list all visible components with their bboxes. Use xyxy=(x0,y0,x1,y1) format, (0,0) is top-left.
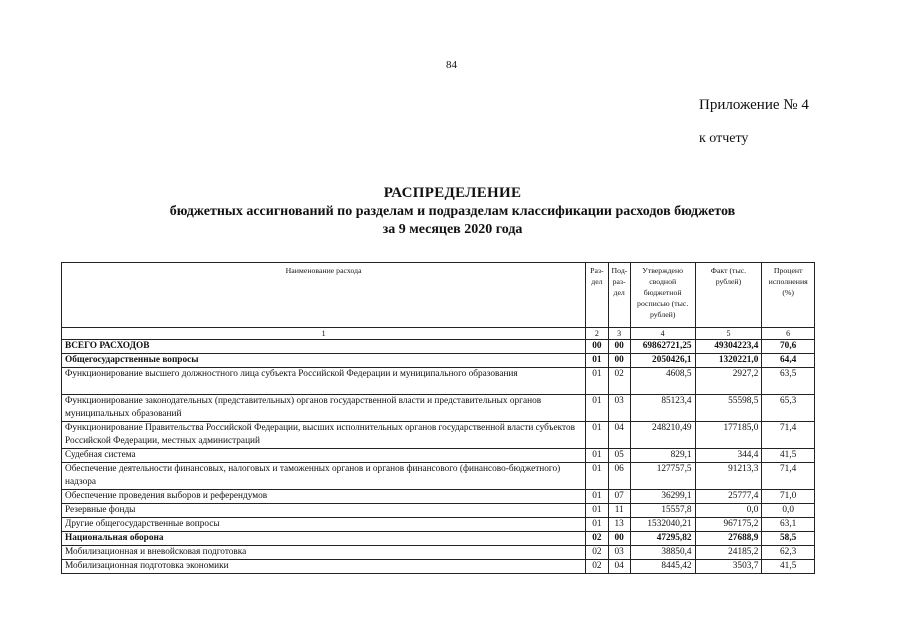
header-section: Раз-дел xyxy=(586,263,608,328)
row-approved: 248210,49 xyxy=(630,422,695,449)
row-percent: 65,3 xyxy=(762,395,815,422)
row-subsection: 06 xyxy=(608,463,630,490)
table-row xyxy=(62,463,815,490)
row-name: Функционирование высшего должностного лица субъекта Российской Федерации и муниципального образования xyxy=(62,368,586,395)
row-section: 02 xyxy=(586,560,608,574)
row-approved: 85123,4 xyxy=(630,395,695,422)
row-subsection: 03 xyxy=(608,395,630,422)
column-number: 3 xyxy=(608,328,630,340)
table-row xyxy=(62,532,815,546)
row-name: Мобилизационная подготовка экономики xyxy=(62,560,586,574)
row-approved: 127757,5 xyxy=(630,463,695,490)
table-row xyxy=(62,422,815,449)
row-section: 01 xyxy=(586,504,608,518)
row-name: Обеспечение деятельности финансовых, налоговых и таможенных органов и органов финансового (финансово-бюджетного) надзора xyxy=(62,463,586,490)
row-section: 01 xyxy=(586,490,608,504)
row-approved: 829,1 xyxy=(630,449,695,463)
row-fact: 91213,3 xyxy=(695,463,762,490)
row-subsection: 04 xyxy=(608,422,630,449)
table-row xyxy=(62,368,815,395)
table-row xyxy=(62,518,815,532)
row-name: ВСЕГО РАСХОДОВ xyxy=(62,340,586,354)
row-percent: 62,3 xyxy=(762,546,815,560)
row-approved: 1532040,21 xyxy=(630,518,695,532)
row-fact: 2927,2 xyxy=(695,368,762,395)
row-section: 00 xyxy=(586,340,608,354)
row-fact: 344,4 xyxy=(695,449,762,463)
row-name: Другие общегосударственные вопросы xyxy=(62,518,586,532)
table-row xyxy=(62,546,815,560)
row-fact: 0,0 xyxy=(695,504,762,518)
row-subsection: 00 xyxy=(608,354,630,368)
row-subsection: 00 xyxy=(608,340,630,354)
row-section: 01 xyxy=(586,422,608,449)
table-row xyxy=(62,395,815,422)
table-header-row xyxy=(62,263,815,328)
row-fact: 55598,5 xyxy=(695,395,762,422)
page-number: 84 xyxy=(446,59,457,71)
appendix-label: Приложение № 4 xyxy=(699,97,809,113)
header-fact: Факт (тыс. рублей) xyxy=(695,263,762,328)
row-subsection: 03 xyxy=(608,546,630,560)
table-row xyxy=(62,340,815,354)
row-percent: 0,0 xyxy=(762,504,815,518)
column-number: 4 xyxy=(630,328,695,340)
row-section: 01 xyxy=(586,463,608,490)
column-numbers-row xyxy=(62,328,815,340)
row-percent: 71,0 xyxy=(762,490,815,504)
row-fact: 24185,2 xyxy=(695,546,762,560)
row-name: Функционирование Правительства Российской Федерации, высших исполнительных органов государственной власти субъектов Российской Федерации, местных администраций xyxy=(62,422,586,449)
row-name: Мобилизационная и вневойсковая подготовка xyxy=(62,546,586,560)
column-number: 2 xyxy=(586,328,608,340)
table-row xyxy=(62,504,815,518)
row-section: 01 xyxy=(586,449,608,463)
header-name: Наименование расхода xyxy=(62,263,586,328)
row-approved: 2050426,1 xyxy=(630,354,695,368)
row-section: 02 xyxy=(586,532,608,546)
row-section: 01 xyxy=(586,395,608,422)
row-percent: 41,5 xyxy=(762,449,815,463)
row-subsection: 11 xyxy=(608,504,630,518)
header-percent: Процент исполнения (%) xyxy=(762,263,815,328)
row-name: Общегосударственные вопросы xyxy=(62,354,586,368)
row-name: Судебная система xyxy=(62,449,586,463)
column-number: 1 xyxy=(62,328,586,340)
row-percent: 58,5 xyxy=(762,532,815,546)
row-percent: 71,4 xyxy=(762,422,815,449)
header-subsection: Под-раз-дел xyxy=(608,263,630,328)
column-number: 6 xyxy=(762,328,815,340)
row-fact: 1320221,0 xyxy=(695,354,762,368)
row-approved: 15557,8 xyxy=(630,504,695,518)
row-percent: 64,4 xyxy=(762,354,815,368)
document-title: РАСПРЕДЕЛЕНИЕ xyxy=(383,185,522,201)
row-percent: 70,6 xyxy=(762,340,815,354)
row-fact: 27688,9 xyxy=(695,532,762,546)
table-row xyxy=(62,449,815,463)
row-approved: 36299,1 xyxy=(630,490,695,504)
row-fact: 3503,7 xyxy=(695,560,762,574)
row-percent: 71,4 xyxy=(762,463,815,490)
row-section: 02 xyxy=(586,546,608,560)
column-number: 5 xyxy=(695,328,762,340)
table-row xyxy=(62,560,815,574)
row-subsection: 07 xyxy=(608,490,630,504)
row-name: Национальная оборона xyxy=(62,532,586,546)
row-percent: 41,5 xyxy=(762,560,815,574)
row-name: Обеспечение проведения выборов и референдумов xyxy=(62,490,586,504)
row-approved: 38850,4 xyxy=(630,546,695,560)
document-subtitle: бюджетных ассигнований по разделам и подразделам классификации расходов бюджетов xyxy=(169,204,736,219)
row-subsection: 00 xyxy=(608,532,630,546)
row-percent: 63,1 xyxy=(762,518,815,532)
row-approved: 4608,5 xyxy=(630,368,695,395)
row-subsection: 05 xyxy=(608,449,630,463)
row-percent: 63,5 xyxy=(762,368,815,395)
row-section: 01 xyxy=(586,518,608,532)
report-label: к отчету xyxy=(699,131,749,146)
budget-table xyxy=(61,262,815,574)
row-approved: 47295,82 xyxy=(630,532,695,546)
document-period: за 9 месяцев 2020 года xyxy=(382,222,523,237)
row-fact: 25777,4 xyxy=(695,490,762,504)
row-subsection: 02 xyxy=(608,368,630,395)
row-subsection: 04 xyxy=(608,560,630,574)
row-fact: 49304223,4 xyxy=(695,340,762,354)
table-row xyxy=(62,490,815,504)
row-fact: 177185,0 xyxy=(695,422,762,449)
row-fact: 967175,2 xyxy=(695,518,762,532)
row-section: 01 xyxy=(586,368,608,395)
row-section: 01 xyxy=(586,354,608,368)
row-approved: 69862721,25 xyxy=(630,340,695,354)
row-approved: 8445,42 xyxy=(630,560,695,574)
row-subsection: 13 xyxy=(608,518,630,532)
table-row xyxy=(62,354,815,368)
row-name: Резервные фонды xyxy=(62,504,586,518)
row-name: Функционирование законодательных (представительных) органов государственной власти и представительных органов муниципальных образований xyxy=(62,395,586,422)
header-approved: Утверждено сводной бюджетной росписью (тыс. рублей) xyxy=(630,263,695,328)
